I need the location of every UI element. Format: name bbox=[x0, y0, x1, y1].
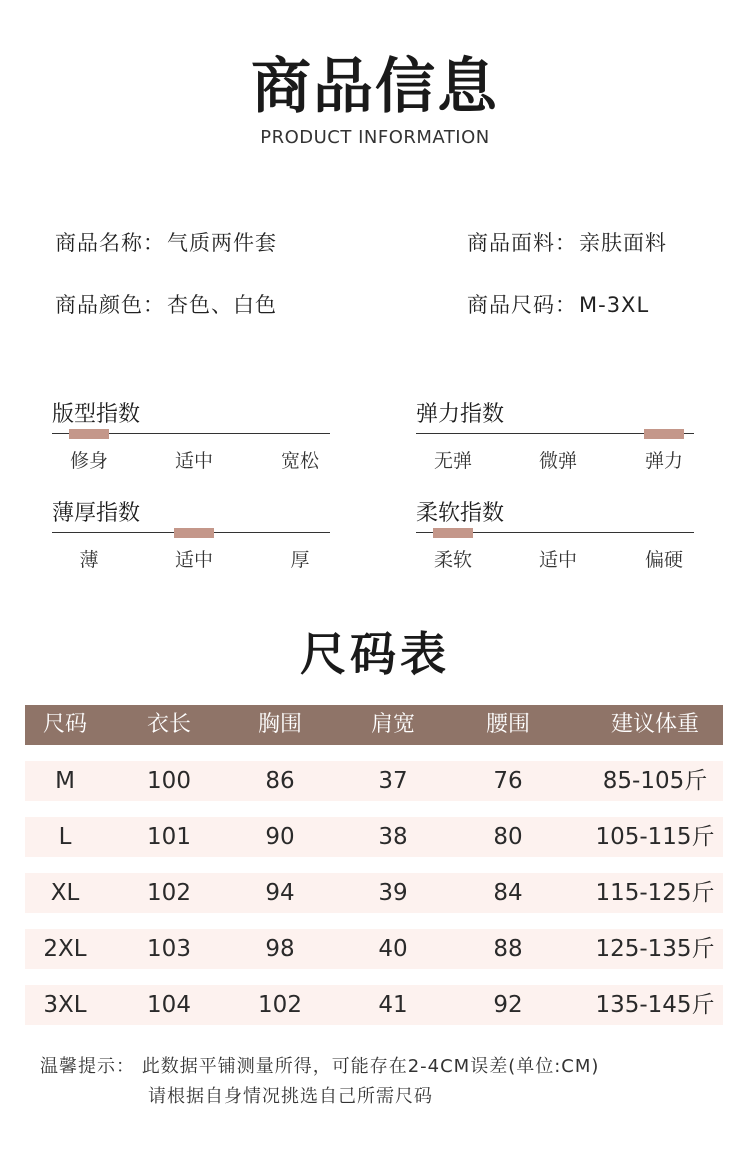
table-cell: 125-135斤 bbox=[595, 936, 715, 962]
gauge-thickness-title: 薄厚指数 bbox=[52, 501, 141, 526]
table-cell: 40 bbox=[378, 936, 408, 962]
table-cell: 92 bbox=[493, 992, 523, 1018]
table-cell: 102 bbox=[258, 992, 302, 1018]
gauge-label: 适中 bbox=[538, 549, 578, 571]
gauge-fit bbox=[52, 397, 330, 477]
info-color-value: 杏色、白色 bbox=[167, 293, 277, 317]
table-cell: 84 bbox=[493, 880, 523, 906]
info-size-label: 商品尺码： bbox=[467, 293, 577, 317]
info-fabric-value: 亲肤面料 bbox=[579, 231, 667, 255]
table-cell: M bbox=[55, 768, 75, 794]
info-fabric bbox=[467, 227, 667, 257]
table-cell: 3XL bbox=[43, 992, 87, 1018]
header-cell: 肩宽 bbox=[370, 712, 416, 737]
header-cell: 建议体重 bbox=[610, 712, 700, 737]
page-title: 商品信息 bbox=[251, 52, 499, 122]
info-fabric-label: 商品面料： bbox=[467, 231, 577, 255]
table-row bbox=[25, 985, 723, 1025]
table-cell: XL bbox=[50, 880, 80, 906]
gauge-label: 弹力 bbox=[644, 450, 684, 472]
gauge-label: 适中 bbox=[174, 549, 214, 571]
gauge-label: 偏硬 bbox=[644, 549, 684, 571]
table-row bbox=[25, 761, 723, 801]
header-cell: 尺码 bbox=[42, 712, 88, 737]
table-cell: 41 bbox=[378, 992, 408, 1018]
table-cell: 100 bbox=[147, 768, 191, 794]
info-size-value: M-3XL bbox=[579, 293, 650, 317]
table-cell: 85-105斤 bbox=[602, 768, 708, 794]
size-table-header bbox=[25, 705, 723, 745]
gauge-marker bbox=[644, 429, 684, 439]
table-cell: 102 bbox=[147, 880, 191, 906]
table-cell: 80 bbox=[493, 824, 523, 850]
size-table-title: 尺码表 bbox=[300, 627, 450, 681]
table-row bbox=[25, 929, 723, 969]
table-cell: 98 bbox=[265, 936, 295, 962]
table-cell: 103 bbox=[147, 936, 191, 962]
table-cell: L bbox=[58, 824, 72, 850]
gauge-label: 宽松 bbox=[280, 450, 320, 472]
gauge-label: 厚 bbox=[290, 549, 310, 571]
gauge-label: 无弹 bbox=[433, 450, 473, 472]
info-name-label: 商品名称： bbox=[55, 231, 165, 255]
info-name-value: 气质两件套 bbox=[167, 231, 277, 255]
note-line-1: 温馨提示： 此数据平铺测量所得，可能存在2-4CM误差(单位:CM) bbox=[40, 1056, 600, 1077]
gauge-elasticity bbox=[416, 397, 694, 477]
table-cell: 104 bbox=[147, 992, 191, 1018]
note-line-2: 请根据自身情况挑选自己所需尺码 bbox=[148, 1086, 433, 1107]
table-cell: 2XL bbox=[43, 936, 87, 962]
table-cell: 86 bbox=[265, 768, 295, 794]
gauge-fit-title: 版型指数 bbox=[52, 402, 141, 427]
gauge-softness-title: 柔软指数 bbox=[416, 501, 505, 526]
info-size bbox=[467, 289, 649, 319]
gauge-thickness bbox=[52, 496, 330, 576]
table-cell: 38 bbox=[378, 824, 408, 850]
info-color bbox=[55, 289, 277, 319]
table-cell: 94 bbox=[265, 880, 295, 906]
gauge-softness bbox=[416, 496, 694, 576]
header-cell: 衣长 bbox=[146, 712, 192, 737]
table-row bbox=[25, 817, 723, 857]
header-cell: 胸围 bbox=[257, 712, 303, 737]
info-name bbox=[55, 227, 277, 257]
gauge-label: 修身 bbox=[69, 450, 109, 472]
header-cell: 腰围 bbox=[485, 712, 531, 737]
table-cell: 105-115斤 bbox=[595, 824, 715, 850]
gauge-marker bbox=[69, 429, 109, 439]
table-cell: 76 bbox=[493, 768, 523, 794]
info-color-label: 商品颜色： bbox=[55, 293, 165, 317]
gauge-marker bbox=[174, 528, 214, 538]
table-row bbox=[25, 873, 723, 913]
gauge-label: 适中 bbox=[174, 450, 214, 472]
gauge-label: 柔软 bbox=[433, 549, 473, 571]
table-cell: 101 bbox=[147, 824, 191, 850]
gauge-marker bbox=[433, 528, 473, 538]
table-cell: 39 bbox=[378, 880, 408, 906]
gauge-elasticity-title: 弹力指数 bbox=[416, 402, 505, 427]
gauge-label: 微弹 bbox=[538, 450, 578, 472]
table-cell: 88 bbox=[493, 936, 523, 962]
gauge-label: 薄 bbox=[79, 549, 99, 571]
table-cell: 37 bbox=[378, 768, 408, 794]
table-cell: 135-145斤 bbox=[595, 992, 715, 1018]
page-subtitle: PRODUCT INFORMATION bbox=[260, 127, 490, 148]
table-cell: 115-125斤 bbox=[595, 880, 715, 906]
table-cell: 90 bbox=[265, 824, 295, 850]
